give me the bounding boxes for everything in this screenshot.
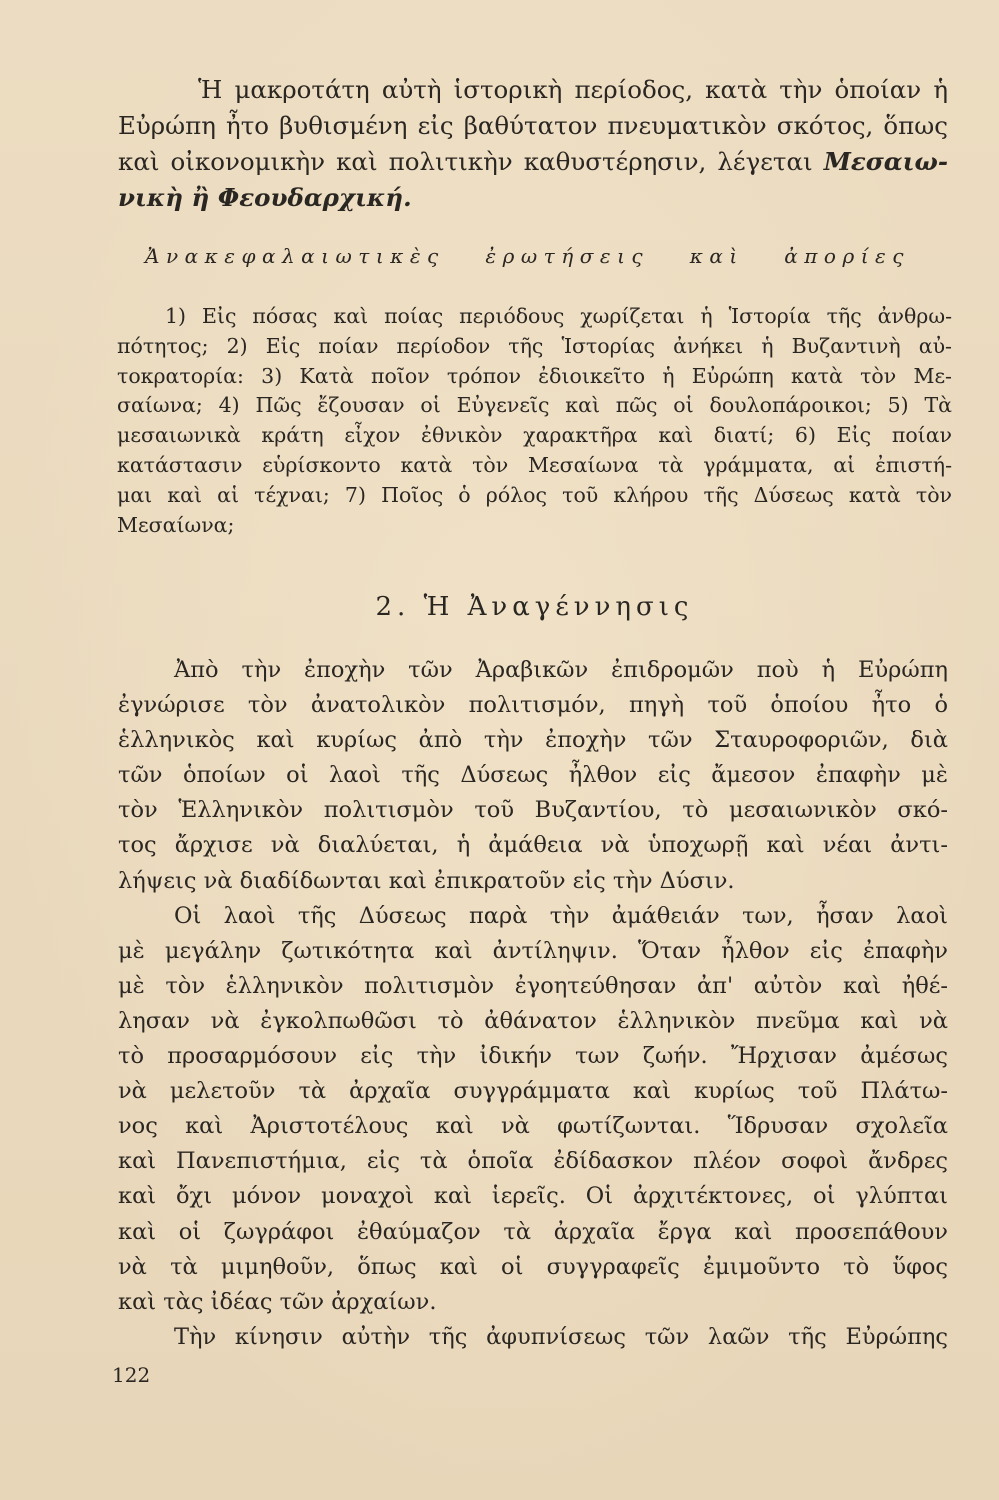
section-heading: [0, 592, 999, 622]
intro-line-with-term: [118, 144, 948, 180]
body-line: λήψεις νὰ διαδίδωνται καὶ ἐπικρατοῦν εἰς τὴν Δύσιν.: [118, 867, 735, 894]
body-line: τὸ προσαρμόσουν εἰς τὴν ἰδικήν των ζωήν. Ἤρχισαν ἀμέσως: [118, 1043, 948, 1070]
body-line: καὶ οἱ ζωγράφοι ἐθαύμαζον τὰ ἀρχαῖα ἔργα καὶ προσεπάθουν: [118, 1218, 948, 1245]
question-line: πότητος; 2) Εἰς ποίαν περίοδον τῆς Ἱστορίας ἀνήκει ἡ Βυζαντινὴ αὐ-: [117, 333, 952, 358]
review-questions-heading: Ἀνακεφαλαιωτικὲς ἐρωτήσεις καὶ ἀπορίες: [145, 244, 910, 268]
body-line: τὸν Ἑλληνικὸν πολιτισμὸν τοῦ Βυζαντίου, τὸ μεσαιωνικὸν σκό-: [118, 797, 948, 824]
intro-paragraph: [118, 72, 948, 216]
body-line: καὶ Πανεπιστήμια, εἰς τὰ ὁποῖα ἐδίδασκον πλέον σοφοὶ ἄνδρες: [118, 1148, 948, 1175]
review-questions: [117, 302, 952, 540]
body-line: μὲ τὸν ἑλληνικὸν πολιτισμὸν ἐγοητεύθησαν ἀπ' αὐτὸν καὶ ἠθέ-: [118, 972, 948, 999]
body-line: νος καὶ Ἀριστοτέλους καὶ νὰ φωτίζωνται. Ἵδρυσαν σχολεῖα: [118, 1113, 948, 1140]
intro-line: Ἡ μακροτάτη αὐτὴ ἱστορικὴ περίοδος, κατὰ τὴν ὁποίαν ἡ: [198, 75, 948, 104]
body-line: τῶν ὁποίων οἱ λαοὶ τῆς Δύσεως ἦλθον εἰς ἄμεσον ἐπαφὴν μὲ: [118, 762, 948, 789]
question-line: 1) Εἰς πόσας καὶ ποίας περιόδους χωρίζεται ἡ Ἱστορία τῆς ἀνθρω-: [165, 304, 952, 328]
body-line: ἐγνώρισε τὸν ἀνατολικὸν πολιτισμόν, πηγὴ τοῦ ὁποίου ἦτο ὁ: [118, 692, 948, 719]
question-line: κατάστασιν εὑρίσκοντο κατὰ τὸν Μεσαίωνα τὰ γράμματα, αἱ ἐπιστή-: [117, 452, 952, 477]
body-line: τος ἄρχισε νὰ διαλύεται, ἡ ἀμάθεια νὰ ὑποχωρῇ καὶ νέαι ἀντι-: [118, 832, 948, 859]
question-line: μαι καὶ αἱ τέχναι; 7) Ποῖος ὁ ρόλος τοῦ κλήρου τῆς Δύσεως κατὰ τὸν: [117, 482, 952, 507]
body-line: καὶ τὰς ἰδέας τῶν ἀρχαίων.: [118, 1288, 437, 1315]
body-line: ἑλληνικὸς καὶ κυρίως ἀπὸ τὴν ἐποχὴν τῶν Σταυροφοριῶν, διὰ: [118, 727, 948, 754]
body-text: [118, 653, 948, 1355]
intro-line: καὶ οἰκονομικὴν καὶ πολιτικὴν καθυστέρησιν, λέγεται: [118, 147, 813, 176]
term-medieval-part1: Μεσαιω-: [823, 147, 948, 176]
body-line: Τὴν κίνησιν αὐτὴν τῆς ἀφυπνίσεως τῶν λαῶν τῆς Εὐρώπης: [174, 1323, 948, 1350]
page-number: 122: [112, 1363, 151, 1387]
question-line: σαίωνα; 4) Πῶς ἔζουσαν οἱ Εὐγενεῖς καὶ πῶς οἱ δουλοπάροικοι; 5) Τὰ: [117, 393, 952, 418]
intro-line: Εὐρώπη ἦτο βυθισμένη εἰς βαθύτατον πνευματικὸν σκότος, ὅπως: [118, 111, 948, 140]
question-line: τοκρατορία: 3) Κατὰ ποῖον τρόπον ἐδιοικεῖτο ἡ Εὐρώπη κατὰ τὸν Με-: [117, 363, 952, 388]
body-line: νὰ τὰ μιμηθοῦν, ὅπως καὶ οἱ συγγραφεῖς ἐμιμοῦντο τὸ ὕφος: [118, 1253, 948, 1280]
question-line: μεσαιωνικὰ κράτη εἶχον ἐθνικὸν χαρακτῆρα καὶ διατί; 6) Εἰς ποίαν: [117, 423, 952, 448]
body-line: λησαν νὰ ἐγκολπωθῶσι τὸ ἀθάνατον ἑλληνικὸν πνεῦμα καὶ νὰ: [118, 1007, 948, 1034]
body-line: καὶ ὄχι μόνον μοναχοὶ καὶ ἱερεῖς. Οἱ ἀρχιτέκτονες, οἱ γλύπται: [118, 1183, 948, 1210]
body-line: Οἱ λαοὶ τῆς Δύσεως παρὰ τὴν ἀμάθειάν των, ἦσαν λαοὶ: [174, 902, 948, 929]
question-line: Μεσαίωνα;: [117, 512, 235, 537]
term-medieval-part2: νικὴ ἢ Φεουδαρχική.: [118, 183, 412, 212]
body-line: Ἀπὸ τὴν ἐποχὴν τῶν Ἀραβικῶν ἐπιδρομῶν ποὺ ἡ Εὐρώπη: [174, 657, 948, 683]
section-title: Ἡ Ἀναγέννησις: [423, 592, 694, 622]
section-number: 2.: [375, 592, 411, 622]
body-line: μὲ μεγάλην ζωτικότητα καὶ ἀντίληψιν. Ὅταν ἦλθον εἰς ἐπαφὴν: [118, 937, 948, 964]
body-line: νὰ μελετοῦν τὰ ἀρχαῖα συγγράμματα καὶ κυρίως τοῦ Πλάτω-: [118, 1078, 948, 1105]
